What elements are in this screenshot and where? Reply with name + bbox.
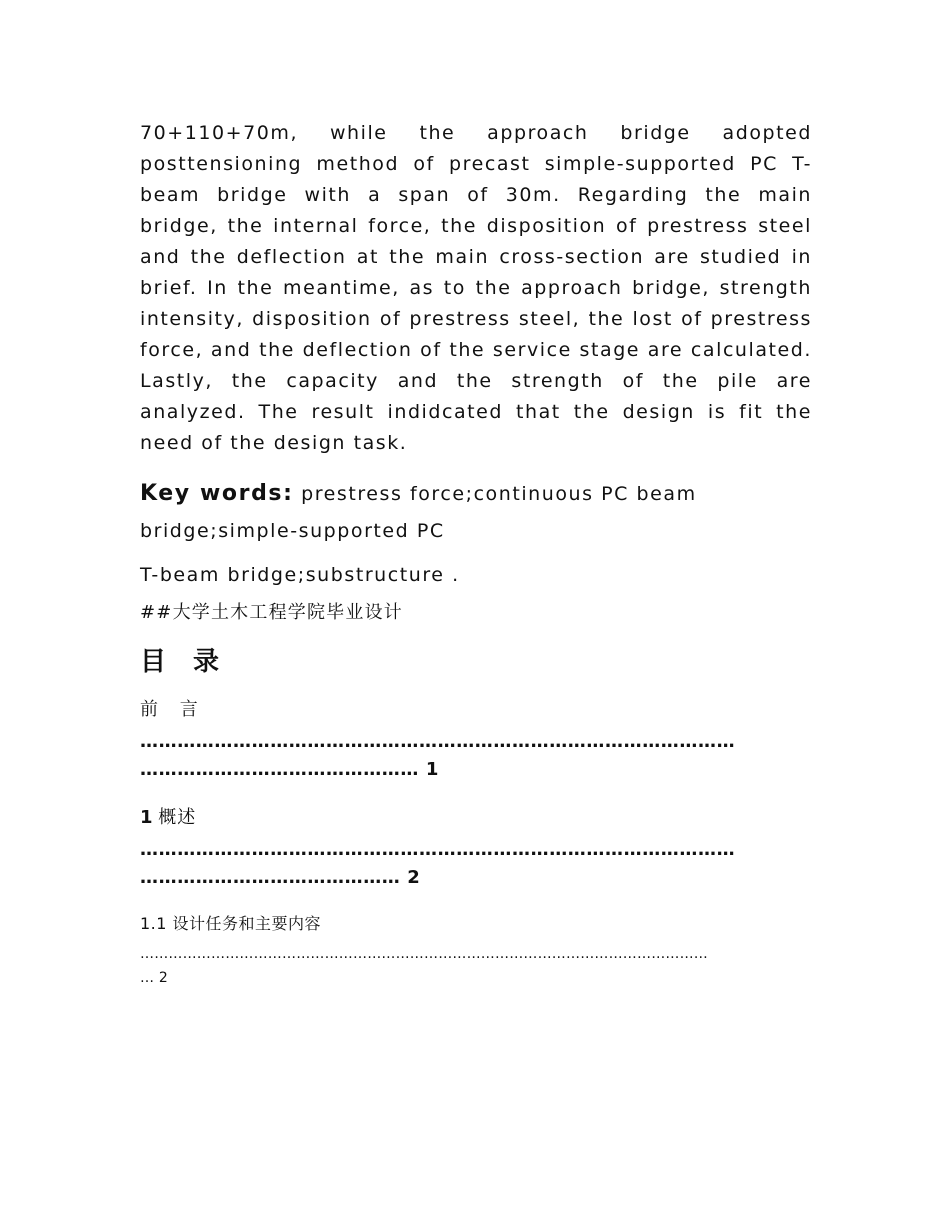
toc-list: [140, 696, 812, 990]
toc-page-number: 1: [425, 759, 439, 780]
toc-entry-chapter-1[interactable]: [140, 804, 812, 892]
abstract-paragraph: 70+110+70m, while the approach bridge adopted posttensioning method of precast simple-supported PC T-beam bridge with a span of 30m. Regarding the main bridge, the internal force, the disposition of prestress steel and the deflection at the main cross-section are studied in brief. In the meantime, as to the approach bridge, strength intensity, disposition of prestress steel, the lost of prestress force, and the deflection of the service stage are calculated. Lastly, the capacity and the strength of the pile are analyzed. The result indidcated that the design is fit the need of the design task.: [140, 122, 812, 454]
keywords-continuation: T-beam bridge;substructure .: [140, 564, 460, 586]
keywords-line: [140, 475, 812, 550]
toc-entry-label: 前 言: [140, 699, 206, 720]
toc-entry-number: 1: [140, 807, 153, 828]
toc-page-number: 2: [158, 970, 168, 986]
toc-page-number: 2: [407, 867, 421, 888]
page-content: [140, 118, 812, 990]
toc-entry-section-1-1[interactable]: [140, 912, 812, 990]
toc-leader-end: [140, 966, 812, 990]
toc-leader-end: [140, 756, 812, 784]
keywords-label: Key words:: [140, 481, 294, 506]
toc-leader-dots: …: [140, 970, 155, 986]
toc-leader-dots: ………………………………………: [140, 759, 419, 780]
toc-entry-preface[interactable]: [140, 696, 812, 784]
toc-leader-end: [140, 864, 812, 892]
toc-leader-dots: ……………………………………: [140, 867, 401, 888]
keywords-text: prestress force;continuous PC beam bridge;simple-supported PC: [140, 483, 697, 542]
toc-title: 目 录: [140, 647, 229, 677]
toc-entry-label: 概述: [158, 807, 197, 828]
toc-entry-label: 1.1 设计任务和主要内容: [140, 914, 322, 933]
toc-leader-dots: ……………………………………………………………………………………: [140, 839, 736, 860]
toc-leader-dots: ……………………………………………………………………………………: [140, 731, 736, 752]
running-header: ##大学土木工程学院毕业设计: [140, 602, 403, 623]
toc-leader-dots: …………………………………………………………………………………………………………: [140, 946, 708, 962]
